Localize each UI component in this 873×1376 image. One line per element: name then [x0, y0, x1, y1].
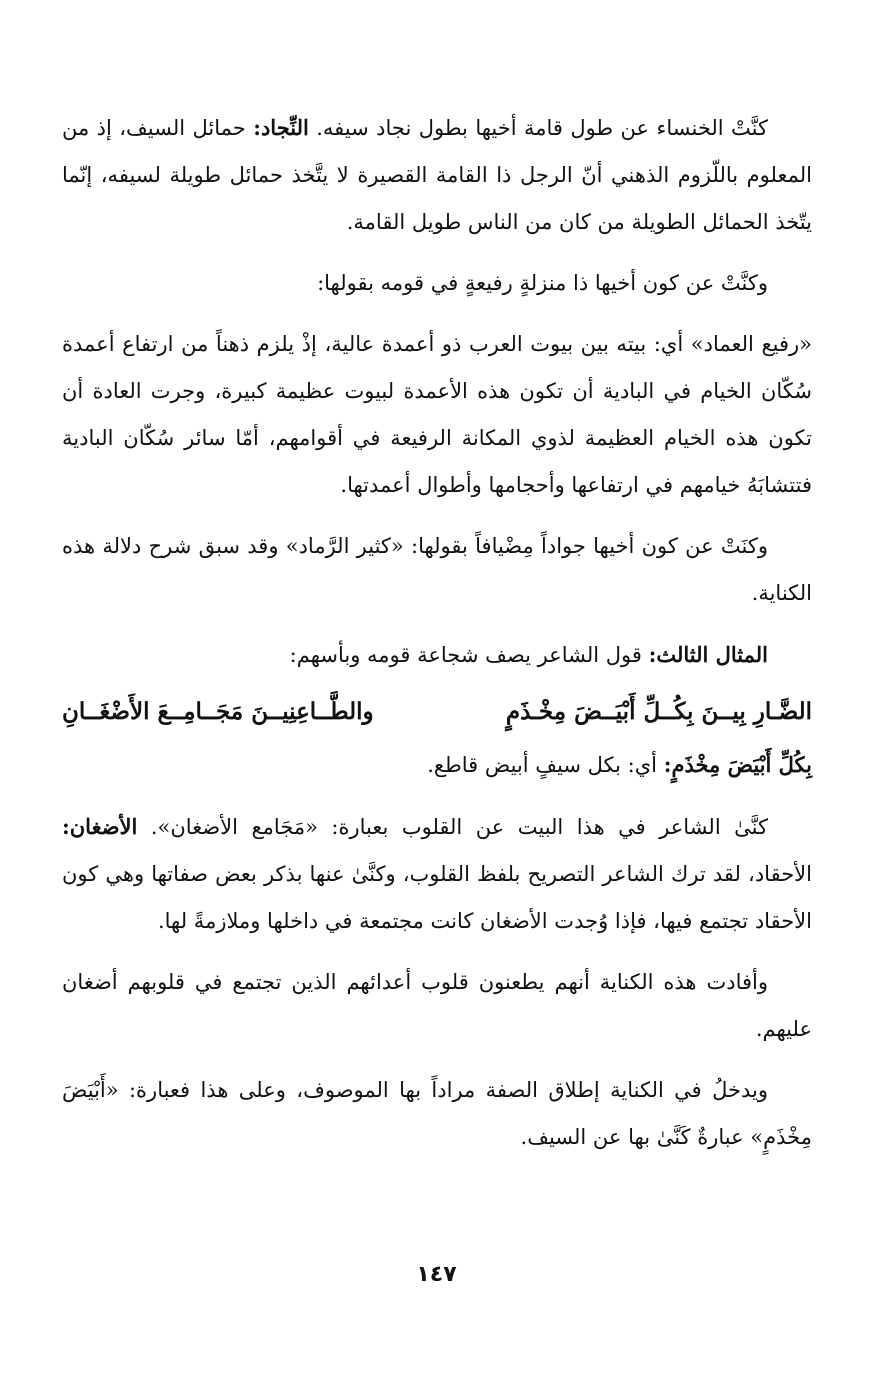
paragraph-8: وأفادت هذه الكناية أنهم يطعنون قلوب أعدائهم الذين تجتمع في قلوبهم أضغان عليهم.: [62, 970, 812, 1041]
poem-verse: [62, 687, 812, 737]
paragraph-6: [62, 741, 812, 789]
paragraph-5: [62, 631, 812, 679]
paragraph-3: «رفيع العماد» أي: بيته بين بيوت العرب ذو أعمدة عالية، إذْ يلزم ذهناً من ارتفاع أعمدة سُكّان الخيام في البادية أن تكون هذه الأعمدة لبيوت عظيمة كبيرة، وجرت العادة أن تكون هذه الخيام العظيمة لذوي المكانة الرفيعة في أقوامهم، أمّا سائر سُكّان البادية فتتشابَهُ خيامهم في ارتفاعها وأحجامها وأطوال أعمدتها.: [62, 332, 812, 497]
page-body: [62, 104, 812, 1175]
paragraph-1-text-after: حمائل السيف، إذ من المعلوم باللّزوم الذهني أنّ الرجل ذا القامة القصيرة لا يتَّخذ حمائل طويلة لسيفه، إنّما يتّخذ الحمائل الطويلة من كان من الناس طويل القامة.: [62, 116, 812, 234]
paragraph-9: ويدخلُ في الكناية إطلاق الصفة مراداً بها الموصوف، وعلى هذا فعبارة: «أَبْيَضَ مِخْذَمٍ» عبارةٌ كَنَّىٰ بها عن السيف.: [62, 1078, 812, 1149]
paragraph-2: وكنَّتْ عن كون أخيها ذا منزلةٍ رفيعةٍ في قومه بقولها:: [317, 271, 768, 295]
term-nijad: النِّجاد:: [253, 115, 309, 140]
verse-second-hemistich: والطَّــاعِنِيــنَ مَجَــامِــعَ الأَضْغَــانِ: [62, 698, 374, 725]
paragraph-1: [62, 104, 812, 246]
paragraph-1-text-before: كنَّتْ الخنساء عن طول قامة أخيها بطول نجاد سيفه.: [308, 116, 768, 140]
verse-first-hemistich: الضَّـارِ بِيــنَ بِكُــلِّ أَبْيَــضَ مِخْـذَمٍ: [505, 698, 812, 725]
paragraph-4: وكنَتْ عن كون أخيها جواداً مِضْيافاً بقولها: «كثير الرَّماد» وقد سبق شرح دلالة هذه الكناية.: [62, 534, 812, 605]
paragraph-7-text-before: كنَّىٰ الشاعر في هذا البيت عن القلوب بعبارة: «مَجَامع الأضغان».: [137, 815, 768, 839]
paragraph-5-text: قول الشاعر يصف شجاعة قومه وبأسهم:: [289, 643, 649, 667]
paragraph-7-text-after: الأحقاد، لقد ترك الشاعر التصريح بلفظ القلوب، وكنَّىٰ عنها بذكر بعض صفاتها وهي كون الأحقاد تجتمع فيها، فإذا وُجدت الأضغان كانت مجتمعة في داخلها وملازمةً لها.: [62, 862, 812, 933]
term-abyad-mikhdham: بِكُلِّ أَبْيَضَ مِخْذَمٍ:: [663, 752, 812, 777]
term-adghan: الأضغان:: [62, 814, 138, 839]
page-number: ١٤٧: [416, 1262, 457, 1287]
paragraph-6-text: أي: بكل سيفٍ أبيض قاطع.: [427, 753, 664, 777]
example-three-heading: المثال الثالث:: [648, 642, 768, 667]
paragraph-7: [62, 803, 812, 945]
